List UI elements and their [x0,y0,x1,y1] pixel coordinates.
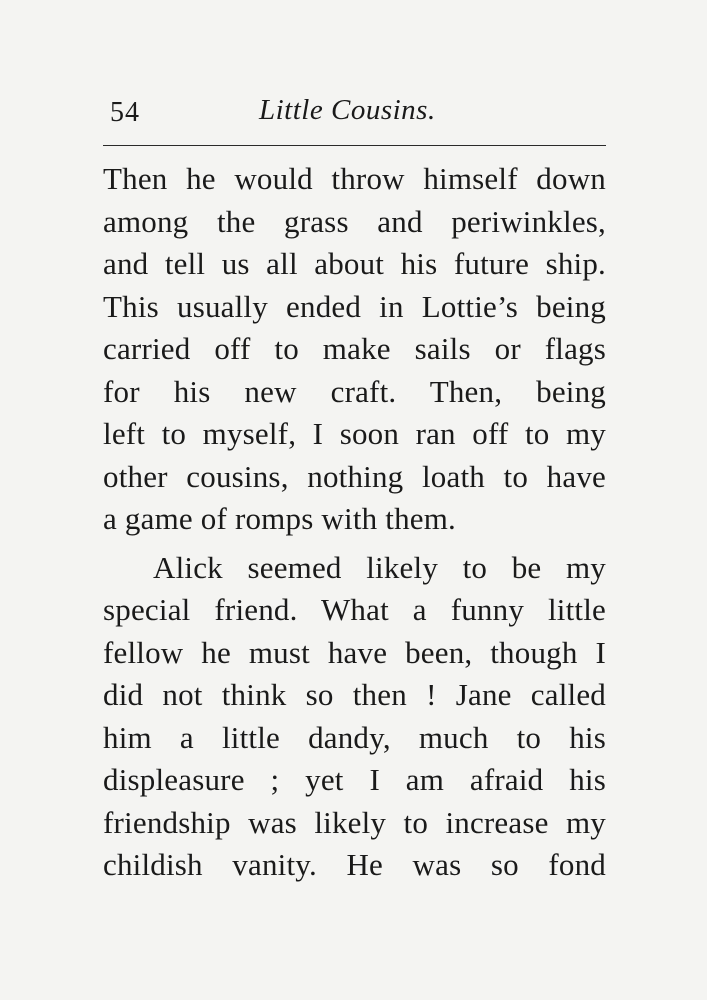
running-title: Little Cousins. [259,94,436,126]
text-line: special friend. What a funny little [103,592,606,627]
header-rule [103,145,606,146]
text-line: friendship was likely to increase my [103,804,606,840]
text-line: for his new craft. Then, being [103,373,606,409]
text-line: left to myself, I soon ran off to my [103,416,606,451]
text-line: did not think so then ! Jane called [103,677,606,712]
text-line: carried off to make sails or flags [103,331,606,366]
text-line: Alick seemed likely to be my [153,549,606,585]
text-line: childish vanity. He was so fond [103,847,606,882]
text-line: other cousins, nothing loath to have [103,458,606,494]
text-line: and tell us all about his future ship. [103,246,606,281]
text-line: displeasure ; yet I am afraid his [103,762,606,797]
text-line: him a little dandy, much to his [103,719,606,755]
text-line: a game of romps with them. [103,501,457,536]
text-line: Then he would throw himself down [103,161,606,196]
page-number: 54 [110,97,140,128]
text-line: fellow he must have been, though I [103,634,606,670]
body-text [103,158,606,887]
page-header [103,92,606,140]
text-line: among the grass and periwinkles, [103,203,606,239]
text-line: This usually ended in Lottie’s being [103,288,606,324]
